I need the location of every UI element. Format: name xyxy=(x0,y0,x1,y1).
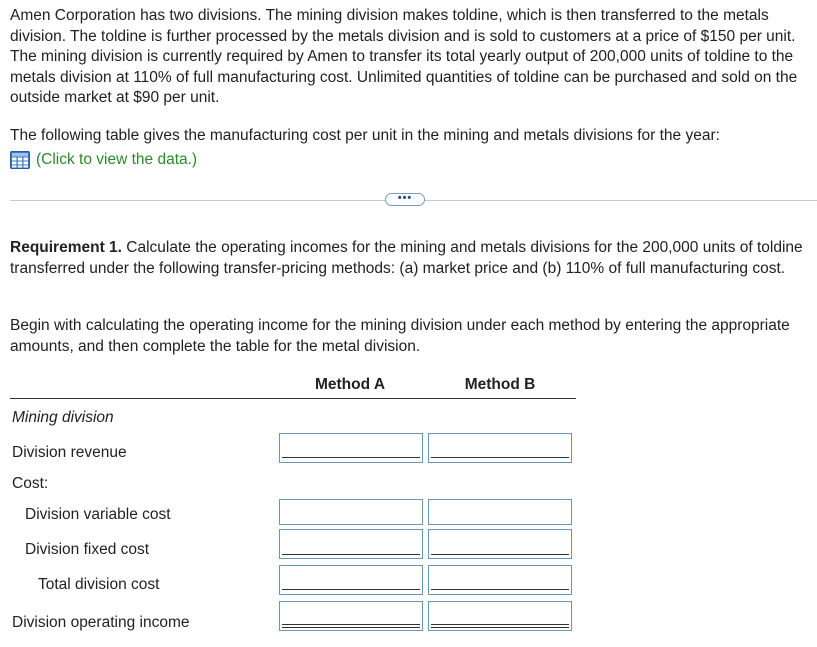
fixed-cost-label: Division fixed cost xyxy=(25,541,150,558)
division-revenue-label: Division revenue xyxy=(12,444,127,461)
income-a-double-underline-1 xyxy=(282,624,420,625)
method-b-header: Method B xyxy=(464,376,536,393)
division-revenue-method-b-input[interactable] xyxy=(428,433,572,463)
mining-division-label: Mining division xyxy=(12,409,114,426)
expand-more-button[interactable] xyxy=(385,193,425,206)
division-revenue-method-a-input[interactable] xyxy=(279,433,423,463)
total-a-underline xyxy=(282,589,420,590)
view-data-link[interactable] xyxy=(10,150,197,170)
total-cost-method-b-input[interactable] xyxy=(428,565,572,595)
view-data-label[interactable]: (Click to view the data.) xyxy=(36,151,198,168)
total-b-underline xyxy=(431,589,569,590)
cost-label: Cost: xyxy=(12,475,49,492)
method-a-header: Method A xyxy=(314,376,386,393)
variable-cost-method-b-input[interactable] xyxy=(428,499,572,525)
variable-cost-method-a-input[interactable] xyxy=(279,499,423,525)
variable-cost-label: Division variable cost xyxy=(25,506,171,523)
requirement-instruction: Begin with calculating the operating income for the mining division under each method by entering the appropriate amounts, and then complete the table for the metal division. xyxy=(10,317,790,355)
operating-income-label: Division operating income xyxy=(12,614,190,631)
table-note: The following table gives the manufacturing cost per unit in the mining and metals divisions for the year: xyxy=(10,127,720,144)
total-cost-label: Total division cost xyxy=(38,576,160,593)
income-a-double-underline-2 xyxy=(282,627,420,628)
ellipsis-icon: ••• xyxy=(397,191,413,204)
revenue-a-underline xyxy=(282,457,420,458)
header-rule xyxy=(10,398,576,399)
fixed-a-underline xyxy=(282,554,420,555)
income-b-double-underline-1 xyxy=(431,624,569,625)
requirement-body: Calculate the operating incomes for the mining and metals divisions for the 200,000 units of toldine transferred under the following transfer-pricing methods: (a) market price and (b) 110% of full manufacturing cost. xyxy=(10,239,803,277)
requirement-text xyxy=(10,238,810,279)
requirement-title: Requirement 1. xyxy=(10,239,122,256)
revenue-b-underline xyxy=(431,457,569,458)
table-icon xyxy=(10,151,30,169)
problem-intro: Amen Corporation has two divisions. The mining division makes toldine, which is then transferred to the metals division. The toldine is further processed by the metals division and is sold to customers at a price of $150 per unit. The mining division is currently required by Amen to transfer its total yearly output of 200,000 units of toldine to the metals division at 110% of full manufacturing cost. Unlimited quantities of toldine can be purchased and sold on the outside market at $90 per unit. xyxy=(10,7,798,106)
total-cost-method-a-input[interactable] xyxy=(279,565,423,595)
fixed-b-underline xyxy=(431,554,569,555)
income-b-double-underline-2 xyxy=(431,627,569,628)
